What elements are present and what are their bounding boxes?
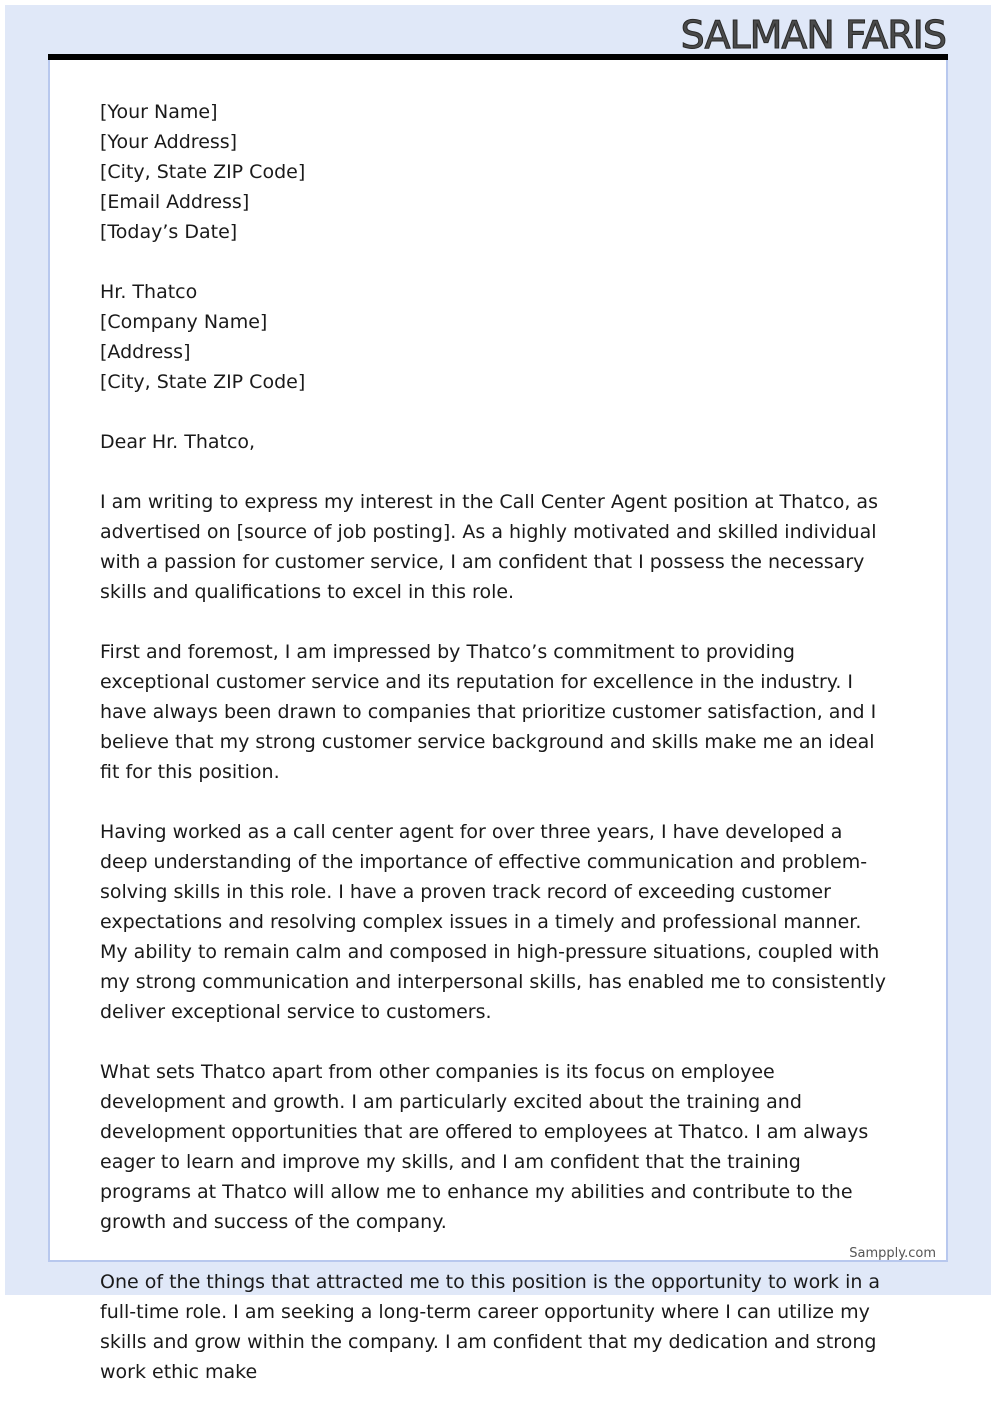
sender-name: [Your Name] [100, 101, 218, 123]
recipient-company: [Company Name] [100, 311, 268, 333]
spacer [100, 247, 900, 277]
recipient-city-state-zip: [City, State ZIP Code] [100, 371, 306, 393]
watermark: Sampply.com [849, 1246, 936, 1261]
recipient-address: [Address] [100, 341, 191, 363]
body-paragraph: What sets Thatco apart from other companies is its focus on employee development and growth. I am particularly excited about the training and development opportunities that are offered to employees at Thatco. I am always eager to learn and improve my skills, and I am confident that the training programs at Thatco will allow me to enhance my abilities and contribute to the growth and success of the company. [100, 1061, 869, 1233]
sender-email: [Email Address] [100, 191, 250, 213]
body-paragraph: First and foremost, I am impressed by Thatco’s commitment to providing exceptional customer service and its reputation for excellence in the industry. I have always been drawn to companies that prioritize customer satisfaction, and I believe that my strong customer service background and skills make me an ideal fit for this position. [100, 641, 877, 783]
sender-city-state-zip: [City, State ZIP Code] [100, 161, 306, 183]
letter-body [100, 97, 900, 1417]
sender-date: [Today’s Date] [100, 221, 238, 243]
recipient-name: Hr. Thatco [100, 281, 198, 303]
recipient-block [100, 277, 900, 397]
header-name: SALMAN FARIS [680, 13, 946, 57]
spacer [100, 397, 900, 427]
sender-block [100, 97, 900, 247]
salutation: Dear Hr. Thatco, [100, 431, 256, 453]
spacer [100, 457, 900, 487]
body-paragraph: One of the things that attracted me to this position is the opportunity to work in a full-time role. I am seeking a long-term career opportunity where I can utilize my skills and grow within the company. I am confident that my dedication and strong work ethic make [100, 1271, 881, 1383]
sender-address: [Your Address] [100, 131, 238, 153]
body-paragraph: I am writing to express my interest in the Call Center Agent position at Thatco, as advertised on [source of job posting]. As a highly motivated and skilled individual with a passion for customer service, I am confident that I possess the necessary skills and qualifications to excel in this role. [100, 491, 878, 603]
body-paragraph: Having worked as a call center agent for over three years, I have developed a deep understanding of the importance of effective communication and problem-solving skills in this role. I have a proven track record of exceeding customer expectations and resolving complex issues in a timely and professional manner. My ability to remain calm and composed in high-pressure situations, coupled with my strong communication and interpersonal skills, has enabled me to consistently deliver exceptional service to customers. [100, 821, 886, 1023]
